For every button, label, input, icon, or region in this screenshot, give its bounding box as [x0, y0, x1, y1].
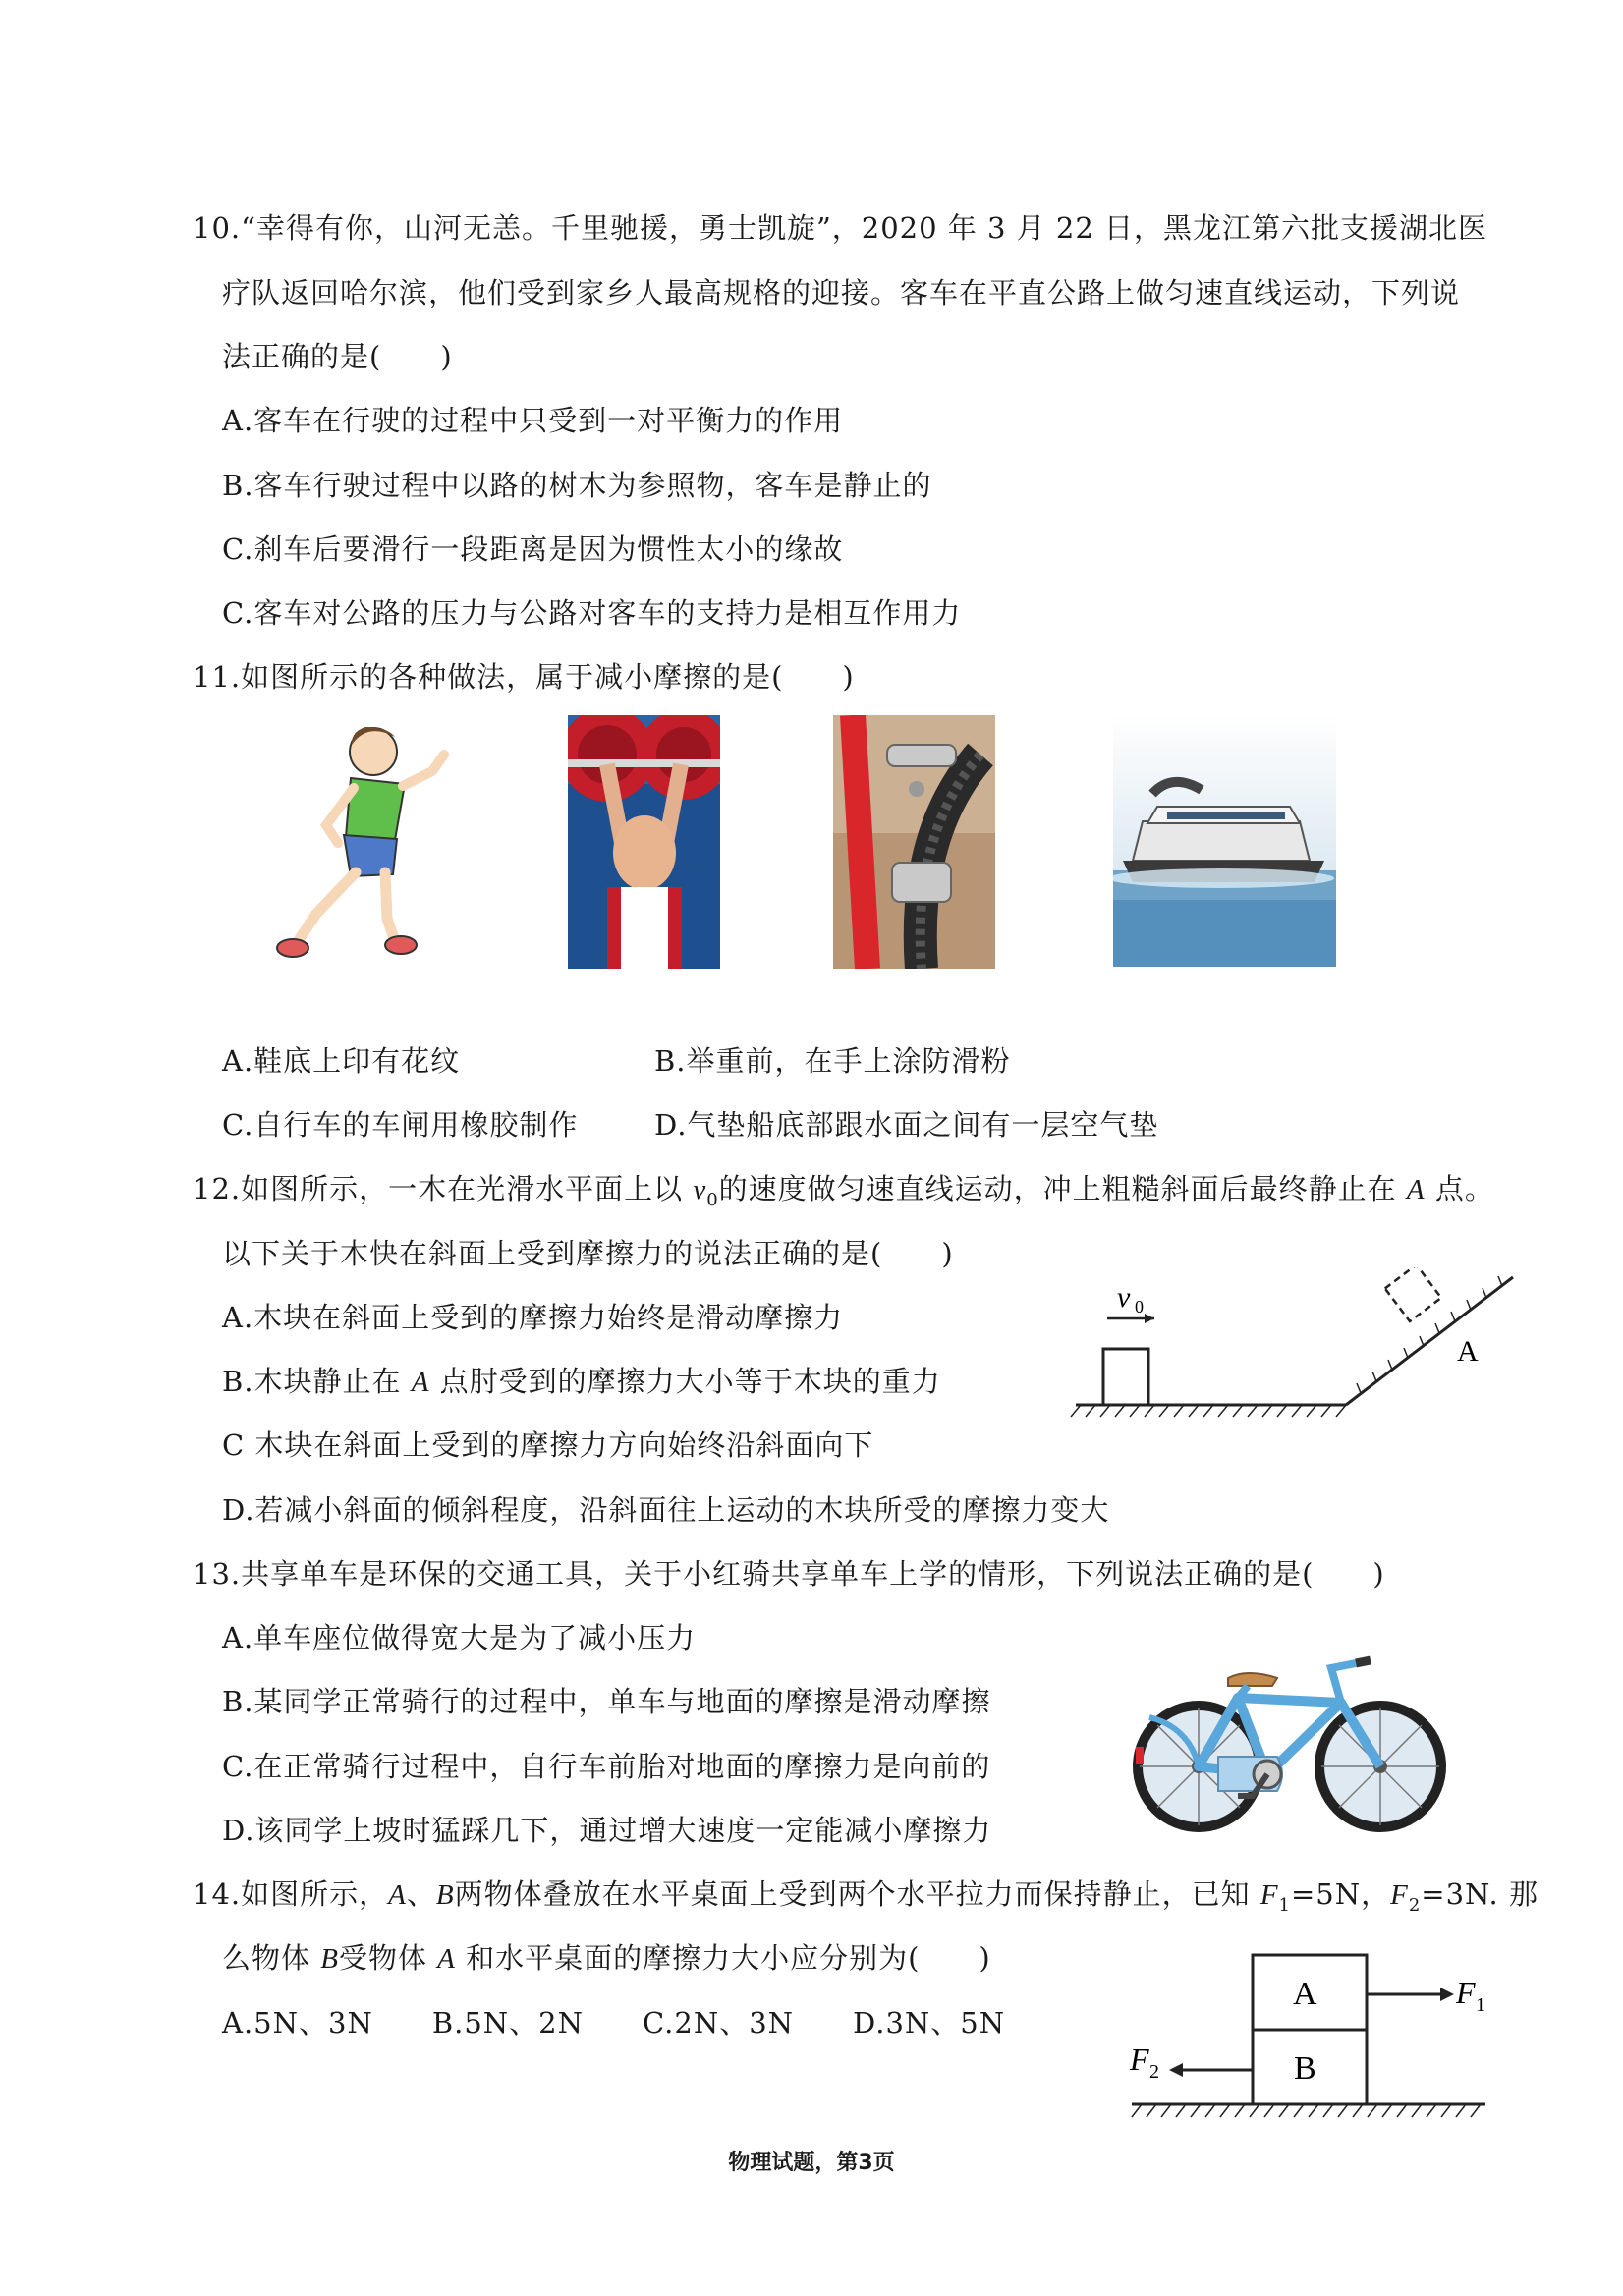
- velocity-label-subscript: 0: [1135, 1297, 1144, 1316]
- q14-options: A.5N、3N B.5N、2N C.2N、3N D.3N、5N: [222, 2006, 1006, 2040]
- q13-option-d: D.该同学上坡时猛踩几下，通过增大速度一定能减小摩擦力: [222, 1814, 992, 1847]
- q11-stem: 11.如图所示的各种做法，属于减小摩擦的是( ): [193, 660, 855, 694]
- q10-stem-line2: 疗队返回哈尔滨，他们受到家乡人最高规格的迎接。客车在平直公路上做匀速直线运动，下列说: [222, 276, 1461, 309]
- velocity-label: v: [1117, 1281, 1131, 1314]
- q11-option-b: B.举重前，在手上涂防滑粉: [654, 1044, 1011, 1078]
- force-f2-label-subscript: 2: [1149, 2061, 1159, 2083]
- q12-velocity-subscript: 0: [706, 1189, 719, 1210]
- force-f1-label: F: [1456, 1975, 1476, 2010]
- q12-stem-text-c: 点。: [1425, 1172, 1494, 1205]
- q12-option-b-text-a: B.木块静止在: [222, 1365, 412, 1398]
- q13-option-a: A.单车座位做得宽大是为了减小压力: [222, 1621, 697, 1654]
- block-b-label: B: [1294, 2050, 1316, 2087]
- q12-option-b-point: A: [411, 1367, 430, 1398]
- q12-stem-text-b: 的速度做匀速直线运动，冲上粗糙斜面后最终静止在: [718, 1172, 1407, 1205]
- stacked-blocks-diagram: [1120, 1950, 1493, 2122]
- q14-object-b: B: [435, 1879, 455, 1911]
- q10-stem-line3: 法正确的是( ): [222, 340, 453, 373]
- q14-force-f2-value: =3N. 那: [1421, 1877, 1539, 1911]
- incline-diagram: [1066, 1267, 1518, 1425]
- q12-velocity-symbol: v: [693, 1174, 707, 1205]
- q12-option-d: D.若减小斜面的倾斜程度，沿斜面往上运动的木块所受的摩擦力变大: [222, 1493, 1110, 1527]
- q14-object-b-2: B: [320, 1943, 339, 1975]
- q14-separator: 、: [406, 1877, 436, 1911]
- bicycle-brake-image: [833, 715, 995, 969]
- q12-option-c: C 木块在斜面上受到的摩擦力方向始终沿斜面向下: [222, 1428, 874, 1462]
- q14-stem-text-b: 两物体叠放在水平桌面上受到两个水平拉力而保持静止，已知: [454, 1877, 1260, 1911]
- hovercraft-image: [1113, 713, 1336, 967]
- q14-stem-text-c: 么物体: [222, 1941, 321, 1975]
- page-footer: 物理试题，第3页: [728, 2151, 895, 2175]
- dashed-block-at-a: [1385, 1267, 1441, 1321]
- q10-stem-line1: 10.“幸得有你，山河无恙。千里驰援，勇士凯旋”，2020 年 3 月 22 日，黑龙江第六批支援湖北医: [193, 211, 1488, 245]
- q14-stem-text-e: 和水平桌面的摩擦力大小应分别为( ): [455, 1941, 991, 1975]
- q14-force-f2-symbol: F: [1390, 1879, 1409, 1911]
- q12-option-a: A.木块在斜面上受到的摩擦力始终是滑动摩擦力: [222, 1301, 844, 1334]
- q14-force-f2-subscript: 2: [1408, 1894, 1422, 1916]
- bicycle-image: [1130, 1649, 1454, 1845]
- q12-stem-text-a: 12.如图所示，一木在光滑水平面上以: [193, 1172, 694, 1205]
- q14-stem-line2: [222, 1938, 991, 1979]
- q13-option-b: B.某同学正常骑行的过程中，单车与地面的摩擦是滑动摩擦: [222, 1685, 991, 1718]
- q14-stem-line1: [193, 1875, 1539, 1926]
- q11-option-a: A.鞋底上印有花纹: [222, 1044, 461, 1078]
- force-f1-label-subscript: 1: [1476, 1994, 1485, 2016]
- q14-force-f1-subscript: 1: [1278, 1894, 1291, 1916]
- wooden-block: [1103, 1349, 1148, 1405]
- ground-hatching: [1071, 1405, 1346, 1417]
- q10-option-c: C.刹车后要滑行一段距离是因为惯性太小的缘故: [222, 532, 844, 566]
- q11-option-d: D.气垫船底部跟水面之间有一层空气垫: [654, 1108, 1159, 1142]
- incline-hatching: [1357, 1276, 1502, 1393]
- q14-force-f1-symbol: F: [1259, 1879, 1279, 1911]
- q10-option-d: C.客车对公路的压力与公路对客车的支持力是相互作用力: [222, 596, 962, 630]
- q14-force-f1-value: =5N，: [1290, 1877, 1391, 1911]
- block-a-label: A: [1293, 1976, 1317, 2012]
- q14-stem-text-a: 14.如图所示，: [193, 1877, 389, 1911]
- running-boy-image: [257, 717, 454, 963]
- q10-option-b: B.客车行驶过程中以路的树木为参照物，客车是静止的: [222, 469, 932, 502]
- q10-option-a: A.客车在行驶的过程中只受到一对平衡力的作用: [222, 404, 844, 437]
- q13-option-c: C.在正常骑行过程中，自行车前胎对地面的摩擦力是向前的: [222, 1750, 991, 1783]
- q14-object-a: A: [388, 1879, 407, 1911]
- q12-option-b: [222, 1362, 941, 1402]
- q12-option-b-text-b: 点肘受到的摩擦力大小等于木块的重力: [429, 1365, 941, 1398]
- point-a-label: A: [1457, 1335, 1479, 1368]
- weightlifter-image: [568, 715, 720, 969]
- q12-stem-line2: 以下关于木快在斜面上受到摩擦力的说法正确的是( ): [222, 1237, 954, 1270]
- table-hatching: [1132, 2104, 1481, 2117]
- q12-stem-line1: [193, 1169, 1494, 1220]
- q12-point-a: A: [1406, 1174, 1426, 1205]
- force-f2-label: F: [1130, 2042, 1149, 2077]
- q13-stem: 13.共享单车是环保的交通工具，关于小红骑共享单车上学的情形，下列说法正确的是( ): [193, 1557, 1385, 1591]
- q14-stem-text-d: 受物体: [338, 1941, 438, 1975]
- q14-object-a-2: A: [437, 1943, 456, 1975]
- q11-option-c: C.自行车的车闸用橡胶制作: [222, 1108, 579, 1142]
